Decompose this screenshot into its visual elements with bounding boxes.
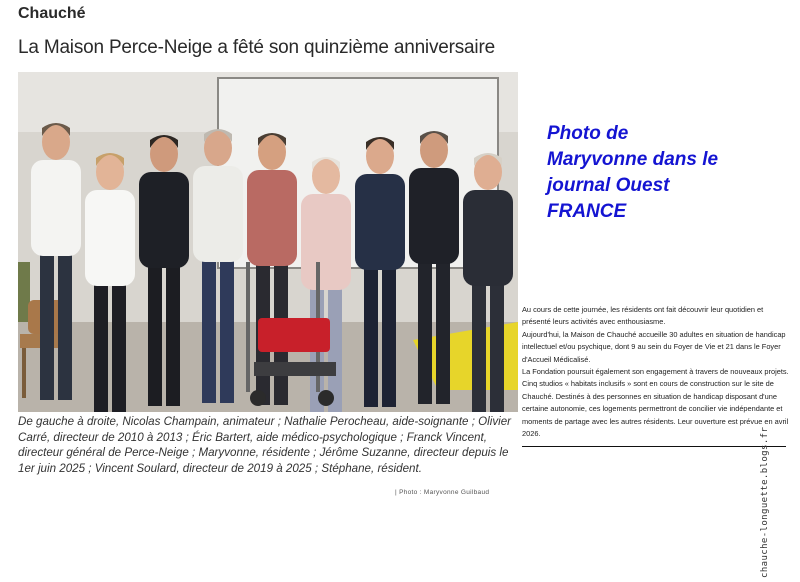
annotation-line: FRANCE [547, 201, 627, 222]
blog-watermark: chauche-longuette.blogs.fr [760, 426, 770, 578]
photo-caption: De gauche à droite, Nicolas Champain, animateur ; Nathalie Perocheau, aide-soignante ; Olivier Carré, directeur de 2010 à 2013 ; Éric Bartert, aide médico-psychologique ; Franck Vincent, directeur général de Perce-Neige ; Maryvonne, résidente ; Jérôme Suzanne, directeur depuis le 1er juin 2025 ; Vincent Soulard, directeur de 2019 à 2025 ; Stéphane, résident. [18, 415, 512, 475]
group-photo [18, 72, 518, 412]
annotation-line: Photo de [547, 123, 629, 144]
article-kicker: Chauché [18, 5, 86, 22]
column-divider [522, 446, 786, 447]
body-paragraph: Aujourd'hui, la Maison de Chauché accueille 30 adultes en situation de handicap intellectuel et/ou psychique, dont 9 au sein du Foyer de Vie et 21 dans le Foyer d'Accueil Médicalisé. [522, 329, 786, 364]
annotation-line: journal Ouest [547, 175, 670, 196]
body-paragraph: La Fondation poursuit également son engagement à travers de nouveaux projets. Cinq studios « habitats inclusifs » sont en cours de construction sur le site de Chauché. Destinés à des personnes en situation de handicap disposant d'une certaine autonomie, ces logements permettront de concilier vie indépendante et moments de partage avec les autres résidents. Leur ouverture est prévue en avril 2026. [522, 367, 789, 439]
article-headline: La Maison Perce-Neige a fêté son quinzième anniversaire [18, 37, 495, 58]
group-photo-image [18, 72, 518, 412]
annotation-line: Maryvonne dans le [547, 149, 719, 170]
red-basket [258, 318, 330, 352]
body-paragraph: Au cours de cette journée, les résidents ont fait découvrir leur quotidien et présenté leurs activités avec enthousiasme. [522, 305, 764, 327]
article-body [522, 304, 790, 440]
photo-credit: | Photo : Maryvonne Guilbaud [395, 489, 490, 496]
blog-annotation [547, 121, 777, 225]
